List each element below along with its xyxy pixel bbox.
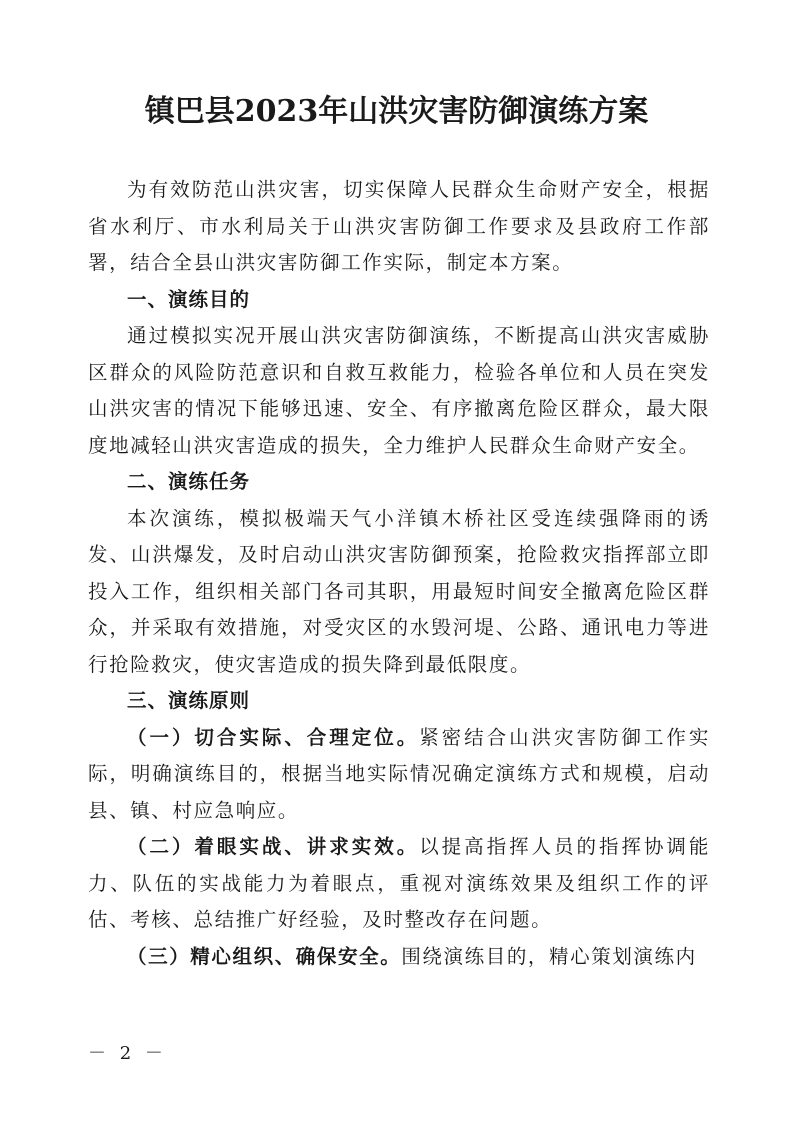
intro-paragraph: 为有效防范山洪灾害，切实保障人民群众生命财产安全，根据省水利厅、市水利局关于山洪灾害防御工作要求及县政府工作部署，结合全县山洪灾害防御工作实际，制定本方案。 bbox=[88, 178, 710, 274]
document-title: 镇巴县2023年山洪灾害防御演练方案 bbox=[144, 94, 649, 129]
section-heading-tasks: 二、演练任务 bbox=[127, 470, 251, 493]
principle-item-3 bbox=[88, 939, 710, 976]
principle-item-1 bbox=[88, 720, 710, 830]
section-heading-purpose: 一、演练目的 bbox=[127, 287, 251, 311]
section-paragraph-tasks: 本次演练，模拟极端天气小洋镇木桥社区受连续强降雨的诱发、山洪爆发，及时启动山洪灾害防御预案，抢险救灾指挥部立即投入工作，组织相关部门各司其职，用最短时间安全撤离危险区群众，并采取有效措施，对受灾区的水毁河堤、公路、通讯电力等进行抢险救灾，使灾害造成的损失降到最低限度。 bbox=[88, 506, 710, 676]
principle-item-2-lead: （二）着眼实战、讲求实效。 bbox=[127, 835, 420, 858]
principle-item-3-text: 围绕演练目的，精心策划演练内 bbox=[401, 944, 697, 968]
principle-item-1-lead: （一）切合实际、合理定位。 bbox=[127, 725, 420, 749]
page-number: － 2 － bbox=[88, 1043, 167, 1064]
principle-item-1-text: 紧密结合山洪灾害防御工作实际，明确演练目的，根据当地实际情况确定演练方式和规模，启动县、镇、村应急响应。 bbox=[88, 725, 710, 822]
section-paragraph-purpose: 通过模拟实况开展山洪灾害防御演练，不断提高山洪灾害威胁区群众的风险防范意识和自救互救能力，检验各单位和人员在突发山洪灾害的情况下能够迅速、安全、有序撤离危险区群众，最大限度地减轻山洪灾害造成的损失，全力维护人民群众生命财产安全。 bbox=[88, 324, 710, 457]
principle-item-2 bbox=[88, 829, 710, 939]
document-body bbox=[88, 172, 710, 975]
principle-item-2-text: 以提高指挥人员的指挥协调能力、队伍的实战能力为着眼点，重视对演练效果及组织工作的评估、考核、总结推广好经验，及时整改存在问题。 bbox=[88, 835, 710, 931]
principle-item-3-lead: （三）精心组织、确保安全。 bbox=[127, 944, 402, 968]
section-heading-principles: 三、演练原则 bbox=[127, 689, 251, 712]
